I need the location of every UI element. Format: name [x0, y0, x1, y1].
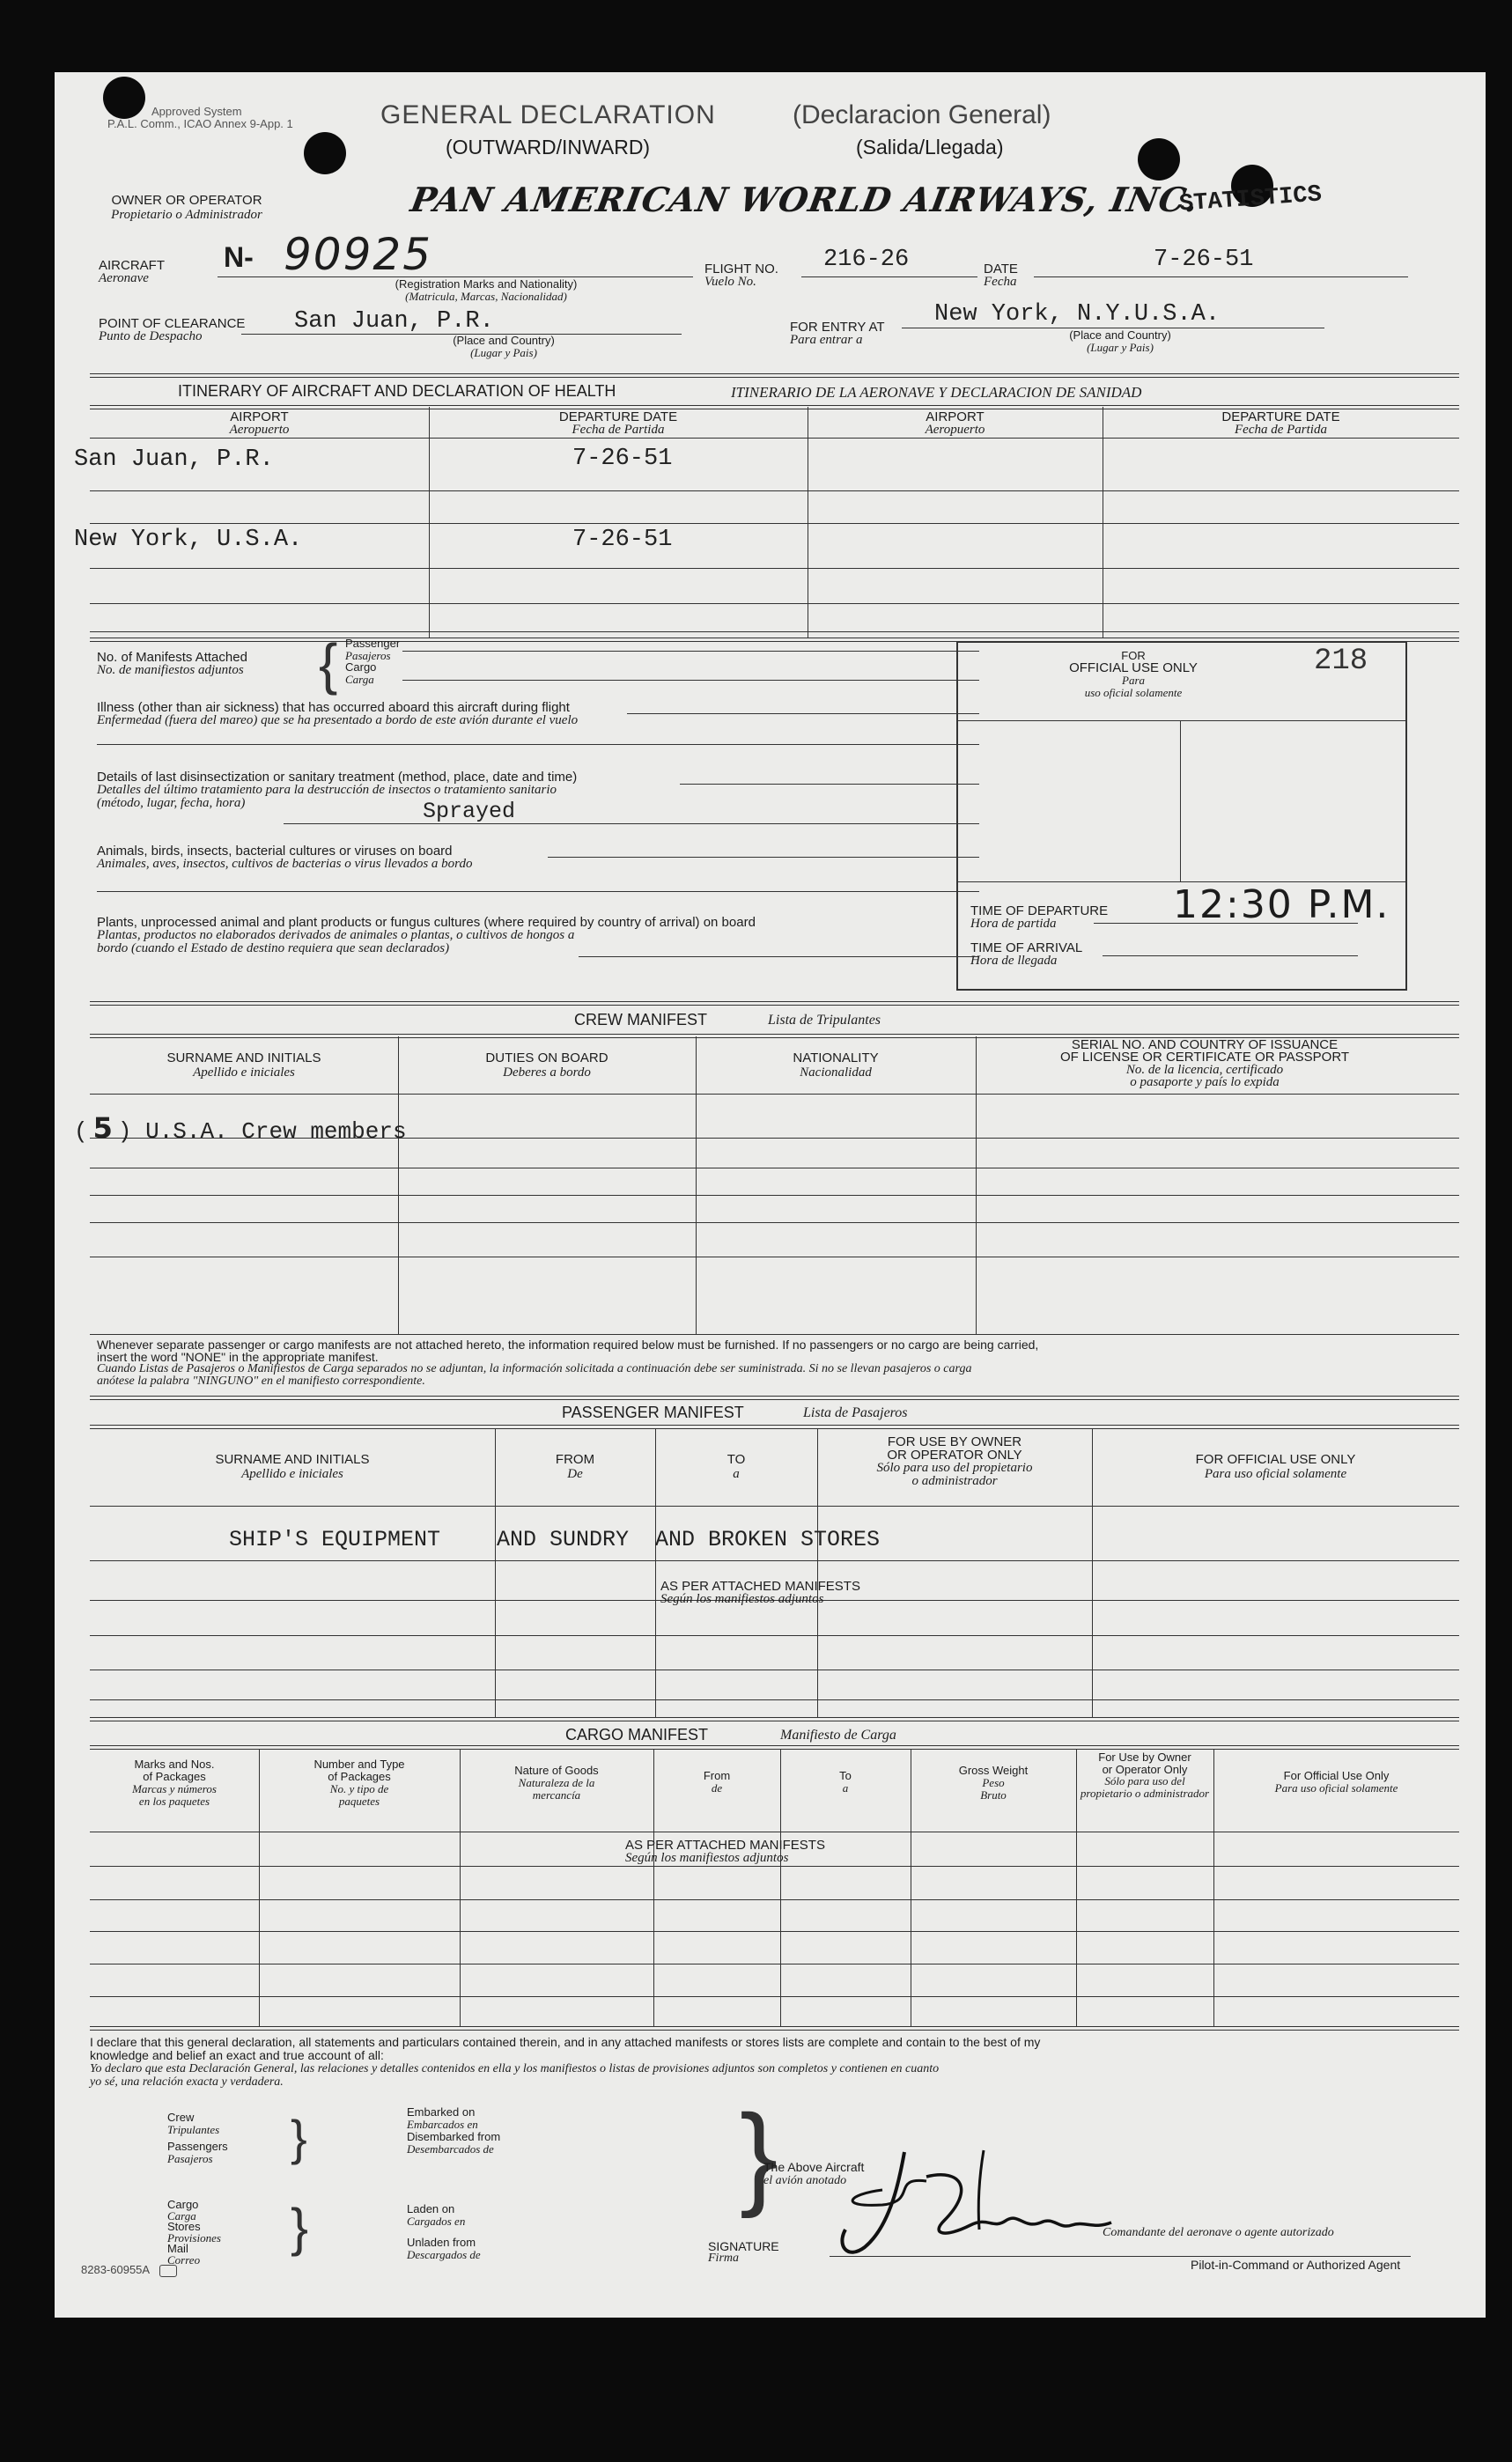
- decl-disembarked: Disembarked from: [407, 2130, 501, 2143]
- type-es: Carga: [345, 672, 374, 686]
- aircraft-note: [319, 278, 653, 303]
- col-en: SURNAME AND INITIALS: [166, 1050, 321, 1065]
- date-line: [1034, 276, 1408, 277]
- passenger-heading-es: Lista de Pasajeros: [803, 1405, 908, 1420]
- flight-label-es: Vuelo No.: [704, 275, 756, 289]
- aircraft-number: 90925: [284, 229, 433, 280]
- pax-col-official: [1092, 1453, 1459, 1481]
- arr-label-en: TIME OF ARRIVAL: [970, 940, 1083, 955]
- owner-value: PAN AMERICAN WORLD AIRWAYS, INC.: [408, 180, 1202, 219]
- decl-en: knowledge and belief an exact and true account of all:: [90, 2048, 384, 2062]
- attached-en: AS PER ATTACHED MANIFESTS: [625, 1838, 825, 1853]
- itin-line: [90, 568, 1459, 569]
- col-es: propietario o administrador: [1080, 1786, 1210, 1800]
- passenger-rule: [90, 1396, 1459, 1400]
- punch-hole: [1138, 138, 1180, 181]
- passenger-rule: [90, 1717, 1459, 1721]
- itinerary-rule: [90, 373, 1459, 378]
- col-es: paquetes: [338, 1795, 380, 1808]
- itin-airport: San Juan, P.R.: [74, 446, 274, 473]
- col-en: of Packages: [328, 1770, 391, 1783]
- signature-line: [830, 2256, 1411, 2257]
- pilot-label-es: Comandante del aeronave o agente autorizado: [1103, 2226, 1334, 2239]
- crew-heading: CREW MANIFEST: [574, 1011, 707, 1028]
- col-en: Nature of Goods: [514, 1764, 599, 1777]
- crew-text: U.S.A. Crew members: [145, 1118, 407, 1145]
- passenger-rule: [90, 1425, 1459, 1429]
- cargo-col-rule: [1213, 1749, 1214, 2026]
- crew-col-duties: [398, 1051, 696, 1080]
- col-es: de: [711, 1781, 723, 1795]
- col-es: mercancía: [532, 1788, 581, 1802]
- clearance-place-note: [416, 335, 592, 359]
- col-en: TO: [726, 1452, 746, 1467]
- itin-col-departure: [429, 411, 808, 436]
- signature-label: [708, 2240, 779, 2265]
- arr-line: [1103, 955, 1358, 956]
- manifests-label-en: No. of Manifests Attached: [97, 650, 247, 665]
- cargo-line: [90, 1931, 1459, 1932]
- dep-label-es: Hora de partida: [970, 917, 1057, 931]
- crew-line: [90, 1334, 1459, 1335]
- decl-pax: Passengers: [167, 2140, 228, 2153]
- crew-col-name: [90, 1051, 398, 1080]
- col-es: Fecha de Partida: [1235, 423, 1327, 437]
- cargo-rule: [90, 1745, 1459, 1750]
- clearance-value: San Juan, P.R.: [294, 308, 494, 335]
- form-number-text: 8283-60955A: [81, 2263, 150, 2276]
- decl-embarked-es: Embarcados en: [407, 2118, 478, 2131]
- form-title-spanish: (Declaracion General): [793, 100, 1051, 129]
- col-en: Gross Weight: [958, 1764, 1029, 1777]
- manifest-types: [345, 638, 400, 685]
- crew-line: [90, 1222, 1459, 1223]
- owner-label-en: OWNER OR OPERATOR: [111, 193, 262, 208]
- pax-col-rule: [1092, 1428, 1093, 1717]
- signature: [830, 2141, 1164, 2282]
- animals-line: [97, 891, 979, 892]
- col-en: FOR OFFICIAL USE ONLY: [1195, 1452, 1356, 1467]
- col-es: Sólo para uso del propietario: [876, 1461, 1033, 1475]
- approved-line: P.A.L. Comm., ICAO Annex 9-App. 1: [107, 117, 293, 130]
- declaration-text: [90, 2036, 1040, 2089]
- attached-es: Según los manifiestos adjuntos: [625, 1851, 789, 1865]
- aircraft-label-en: AIRCRAFT: [99, 258, 165, 273]
- official-for: FOR: [1121, 649, 1146, 662]
- attached-es: Según los manifiestos adjuntos: [660, 1592, 824, 1606]
- official-heading: [1023, 650, 1243, 699]
- sig-label-es: Firma: [708, 2252, 739, 2265]
- pilot-label: Pilot-in-Command or Authorized Agent: [1191, 2258, 1401, 2272]
- form-title: GENERAL DECLARATION: [380, 100, 716, 129]
- cargo-col: [90, 1758, 259, 1808]
- brace-icon: }: [291, 2110, 307, 2165]
- aircraft-label: [99, 259, 165, 285]
- manifests-label: [97, 651, 247, 677]
- col-es: Para uso oficial solamente: [1204, 1467, 1347, 1481]
- cargo-rule: [90, 2026, 1459, 2031]
- sig-label-en: SIGNATURE: [708, 2239, 779, 2253]
- decl-mail: Mail: [167, 2242, 188, 2255]
- official-label: OFFICIAL USE ONLY: [1069, 660, 1198, 675]
- crew-count: 5: [92, 1111, 113, 1145]
- col-en: SURNAME AND INITIALS: [215, 1452, 370, 1467]
- cargo-col-rule: [259, 1749, 260, 2026]
- decl-cargo-es: Carga: [167, 2208, 196, 2222]
- col-es: Aeropuerto: [925, 423, 985, 437]
- crew-rule: [90, 1001, 1459, 1006]
- cargo-col: [911, 1765, 1076, 1802]
- approved-system: [107, 106, 293, 130]
- place-note-en: (Place and Country): [453, 334, 555, 347]
- decl-embark: [407, 2106, 500, 2156]
- cargo-heading: CARGO MANIFEST: [565, 1726, 709, 1743]
- arrival-time-label: [970, 941, 1082, 968]
- col-es: o pasaporte y país lo expida: [1130, 1075, 1280, 1089]
- passenger-heading: PASSENGER MANIFEST: [562, 1404, 744, 1421]
- col-es: o administrador: [911, 1474, 998, 1488]
- plants-line: [579, 956, 979, 957]
- type-en: Passenger: [345, 637, 401, 650]
- attached-en: AS PER ATTACHED MANIFESTS: [660, 1579, 860, 1594]
- decl-unladen-es: Descargados de: [407, 2248, 481, 2261]
- cargo-col: [259, 1758, 460, 1808]
- aircraft-label-es: Aeronave: [99, 271, 149, 285]
- col-es: Fecha de Partida: [572, 423, 665, 437]
- plants-en: Plants, unprocessed animal and plant products or fungus cultures (where required by country of arrival) on board: [97, 915, 756, 930]
- pax-col-name: [90, 1453, 495, 1481]
- departure-time-value: 12:30 P.M.: [1173, 882, 1390, 927]
- col-en: DUTIES ON BOARD: [485, 1050, 608, 1065]
- decl-embarked: Embarked on: [407, 2105, 476, 2119]
- note-es: anótese la palabra "NINGUNO" en el manifiesto correspondiente.: [97, 1375, 425, 1388]
- illness-en: Illness (other than air sickness) that has occurred aboard this aircraft during flight: [97, 700, 570, 715]
- col-es: Sólo para uso del: [1104, 1774, 1185, 1788]
- arr-label-es: Hora de llegada: [970, 954, 1058, 968]
- itin-line: [90, 490, 1459, 491]
- above-es: el avión anotado: [763, 2174, 847, 2187]
- col-en: SERIAL NO. AND COUNTRY OF ISSUANCE: [1071, 1037, 1339, 1052]
- crew-line: [90, 1094, 1459, 1095]
- col-en: From: [703, 1769, 731, 1782]
- aircraft-prefix: N-: [224, 241, 254, 273]
- clearance-label-en: POINT OF CLEARANCE: [99, 316, 246, 331]
- col-es: Naturaleza de la: [518, 1776, 595, 1789]
- itin-line: [90, 523, 1459, 524]
- decl-es: yo sé, una relación exacta y verdadera.: [90, 2075, 284, 2089]
- animals-line: [548, 857, 979, 858]
- dep-label-en: TIME OF DEPARTURE: [970, 903, 1109, 918]
- cargo-line: [90, 1996, 1459, 1997]
- col-es: a: [733, 1467, 740, 1481]
- col-en: FOR USE BY OWNER: [887, 1434, 1022, 1449]
- dep-line: [1094, 923, 1358, 924]
- departure-time-label: [970, 904, 1108, 931]
- decl-en: I declare that this general declaration, all statements and particulars contained therein, and in any attached manifests or stores lists are complete and contain to the best of my: [90, 2035, 1041, 2049]
- date-label: [984, 262, 1018, 289]
- cargo-col: [1076, 1751, 1213, 1799]
- clearance-label-es: Punto de Despacho: [99, 329, 203, 343]
- decl-pax-es: Pasajeros: [167, 2151, 213, 2165]
- col-en: NATIONALITY: [793, 1050, 879, 1065]
- clearance-label: [99, 317, 245, 343]
- animals-en: Animals, birds, insects, bacterial cultures or viruses on board: [97, 844, 453, 859]
- pax-line: [90, 1506, 1459, 1507]
- crew-col-rule: [398, 1036, 399, 1334]
- col-es: Peso: [982, 1776, 1005, 1789]
- itin-line: [90, 631, 1459, 632]
- date-label-es: Fecha: [984, 275, 1017, 289]
- entry-value: New York, N.Y.U.S.A.: [934, 301, 1221, 328]
- col-en: of Packages: [143, 1770, 206, 1783]
- official-label-es: uso oficial solamente: [1084, 686, 1183, 699]
- col-en: FROM: [555, 1452, 595, 1467]
- decl-unladen: Unladen from: [407, 2236, 476, 2249]
- decl-laden-es: Cargados en: [407, 2215, 466, 2228]
- pax-row-1b: AND SUNDRY: [497, 1527, 630, 1552]
- disinsect-value: Sprayed: [423, 799, 516, 824]
- statistics-stamp: STATISTICS: [1178, 181, 1323, 218]
- col-es: Aeropuerto: [229, 423, 290, 437]
- col-es: Deberes a bordo: [503, 1065, 591, 1080]
- form-number: [81, 2263, 177, 2277]
- cargo-line: [90, 1866, 1459, 1867]
- col-es: Para uso oficial solamente: [1274, 1781, 1398, 1795]
- aircraft-note-es: (Matricula, Marcas, Nacionalidad): [405, 290, 567, 303]
- entry-label-en: FOR ENTRY AT: [790, 320, 885, 335]
- note-es: Cuando Listas de Pasajeros o Manifiestos de Carga separados no se adjuntan, la información solicitada a continuación debe ser suministrada. Si no se llevan pasajeros o carga: [97, 1362, 972, 1375]
- cargo-line: [90, 1899, 1459, 1900]
- decl-crew: Crew: [167, 2111, 195, 2124]
- cargo-col: [1213, 1770, 1459, 1795]
- animals-es: Animales, aves, insectos, cultivos de bacterias o virus llevados a bordo: [97, 857, 473, 871]
- col-es: a: [842, 1781, 849, 1795]
- crew-heading-es: Lista de Tripulantes: [768, 1013, 881, 1028]
- itinerary-heading-es: ITINERARIO DE LA AERONAVE Y DECLARACION DE SANIDAD: [731, 384, 1142, 401]
- owner-label: [99, 194, 275, 222]
- col-en: AIRPORT: [926, 409, 985, 424]
- crew-row: ( 5 ) U.S.A. Crew members: [74, 1111, 407, 1145]
- disinsect-line: [284, 823, 979, 824]
- official-number: 218: [1314, 645, 1368, 678]
- punch-hole: [304, 132, 346, 174]
- cargo-heading-es: Manifiesto de Carga: [780, 1728, 896, 1743]
- col-en: OR OPERATOR ONLY: [887, 1448, 1022, 1463]
- form-subtitle-spanish: (Salida/Llegada): [856, 136, 1004, 158]
- owner-label-es: Propietario o Administrador: [111, 208, 262, 222]
- pax-line: [90, 1560, 1459, 1561]
- official-label-es: Para: [1122, 674, 1145, 687]
- pax-attached: [660, 1580, 860, 1606]
- cargo-col-rule: [1076, 1749, 1077, 2026]
- col-en: OF LICENSE OR CERTIFICATE OR PASSPORT: [1059, 1050, 1350, 1065]
- entry-label: [790, 321, 885, 347]
- animals-label: [97, 844, 472, 871]
- entry-place-note: [1032, 329, 1208, 354]
- manifest-note: [97, 1338, 1038, 1388]
- itin-col-departure-2: [1103, 411, 1459, 436]
- col-en: For Official Use Only: [1283, 1769, 1390, 1782]
- pax-line: [90, 1699, 1459, 1700]
- brace-icon: {: [319, 632, 338, 696]
- col-en: To: [839, 1769, 852, 1782]
- decl-disembarked-es: Desembarcados de: [407, 2142, 494, 2156]
- cargo-col-rule: [653, 1749, 654, 2026]
- crew-line: [90, 1195, 1459, 1196]
- col-es: De: [567, 1467, 583, 1481]
- col-en: DEPARTURE DATE: [1221, 409, 1340, 424]
- disinsect-en: Details of last disinsectization or sanitary treatment (method, place, date and time): [97, 770, 578, 785]
- decl-mail-es: Correo: [167, 2252, 201, 2267]
- form-subtitle: (OUTWARD/INWARD): [446, 136, 651, 158]
- pax-line: [90, 1635, 1459, 1636]
- cargo-col-rule: [460, 1749, 461, 2026]
- pax-col-to: [655, 1453, 817, 1481]
- flight-number: 216-26: [823, 247, 910, 273]
- manifest-line: [402, 680, 979, 681]
- cargo-col: [653, 1770, 780, 1795]
- illness-line: [97, 744, 979, 745]
- illness-es: Enfermedad (fuera del mareo) que se ha presentado a bordo de este avión durante el vuelo: [97, 713, 579, 727]
- itin-col-airport: [90, 411, 429, 436]
- cargo-col-rule: [780, 1749, 781, 2026]
- decl-laden: [407, 2203, 481, 2261]
- type-es: Pasajeros: [345, 648, 391, 662]
- itin-col-airport-2: [808, 411, 1103, 436]
- col-es: Apellido e iniciales: [193, 1065, 295, 1080]
- disinsect-es: Detalles del último tratamiento para la destrucción de insectos o tratamiento sanitario: [97, 783, 557, 797]
- cargo-col: [780, 1770, 911, 1795]
- entry-label-es: Para entrar a: [790, 333, 863, 347]
- plants-es: Plantas, productos no elaborados derivados de animales o plantas, o cultivos de hongos a: [97, 928, 575, 942]
- pax-row-1c: AND BROKEN STORES: [655, 1527, 881, 1552]
- illness-label: [97, 701, 578, 727]
- place-note-es: (Lugar y Pais): [1087, 341, 1154, 354]
- crew-col-nationality: [696, 1051, 976, 1080]
- col-en: For Use by Owner: [1098, 1751, 1191, 1764]
- flight-label: [704, 262, 778, 289]
- above-en: The Above Aircraft: [763, 2160, 865, 2174]
- flight-line: [801, 276, 977, 277]
- disinsect-line: [680, 784, 979, 785]
- note-en: insert the word "NONE" in the appropriate manifest.: [97, 1350, 379, 1364]
- itin-airport: New York, U.S.A.: [74, 527, 303, 553]
- col-es: Nacionalidad: [800, 1065, 872, 1080]
- itinerary-heading: ITINERARY OF AIRCRAFT AND DECLARATION OF HEALTH: [178, 382, 616, 400]
- official-rule: [1180, 720, 1181, 881]
- decl-laden: Laden on: [407, 2202, 455, 2215]
- pax-col-rule: [495, 1428, 496, 1717]
- union-bug-icon: [159, 2265, 177, 2277]
- date-label-en: DATE: [984, 262, 1018, 276]
- crew-col-rule: [696, 1036, 697, 1334]
- pax-col-rule: [655, 1428, 656, 1717]
- official-rule: [956, 720, 1405, 721]
- col-es: Marcas y números: [132, 1782, 217, 1795]
- approved-line: Approved System: [151, 105, 242, 118]
- itin-date: 7-26-51: [572, 527, 673, 553]
- declaration-form: [55, 72, 1486, 2318]
- disinsect-es: (método, lugar, fecha, hora): [97, 796, 246, 810]
- crew-col-serial: [976, 1039, 1434, 1088]
- manifests-label-es: No. de manifiestos adjuntos: [97, 663, 244, 677]
- decl-cargo: Cargo: [167, 2198, 199, 2211]
- brace-icon: }: [291, 2198, 309, 2257]
- col-en: or Operator Only: [1102, 1762, 1188, 1776]
- crew-col-rule: [976, 1036, 977, 1334]
- cargo-attached: [625, 1839, 825, 1865]
- col-en: DEPARTURE DATE: [558, 409, 678, 424]
- illness-line: [627, 713, 979, 714]
- cargo-col: [460, 1765, 653, 1802]
- plants-es: bordo (cuando el Estado de destino requiera que sean declarados): [97, 941, 450, 955]
- itin-col-rule: [429, 407, 430, 638]
- pax-col-rule: [817, 1428, 818, 1717]
- type-en: Cargo: [345, 660, 377, 674]
- flight-label-en: FLIGHT NO.: [704, 262, 778, 276]
- place-note-es: (Lugar y Pais): [470, 346, 537, 359]
- manifest-line: [402, 651, 979, 652]
- decl-people: [167, 2112, 228, 2164]
- aircraft-note-en: (Registration Marks and Nationality): [395, 277, 578, 291]
- itin-date: 7-26-51: [572, 446, 673, 472]
- pax-col-from: [495, 1453, 655, 1481]
- decl-goods: [167, 2200, 221, 2266]
- place-note-en: (Place and Country): [1069, 328, 1171, 342]
- col-es: Bruto: [980, 1788, 1007, 1802]
- note-en: Whenever separate passenger or cargo manifests are not attached hereto, the information required below must be furnished. If no passengers or no cargo are being carried,: [97, 1338, 1039, 1352]
- col-es: Apellido e iniciales: [241, 1467, 343, 1481]
- decl-stores-es: Provisiones: [167, 2230, 221, 2245]
- col-es: en los paquetes: [138, 1795, 210, 1808]
- col-en: Number and Type: [313, 1758, 405, 1771]
- decl-crew-es: Tripulantes: [167, 2122, 220, 2136]
- itin-line: [90, 603, 1459, 604]
- col-en: Marks and Nos.: [134, 1758, 215, 1771]
- decl-stores: Stores: [167, 2220, 201, 2233]
- col-en: AIRPORT: [230, 409, 289, 424]
- itin-line: [90, 438, 1459, 439]
- plants-label: [97, 916, 756, 955]
- col-es: No. de la licencia, certificado: [1125, 1063, 1284, 1077]
- col-es: No. y tipo de: [329, 1782, 389, 1795]
- pax-col-owner: [817, 1435, 1092, 1488]
- pax-row-1a: SHIP'S EQUIPMENT: [229, 1527, 441, 1552]
- brace-icon: }: [740, 2090, 778, 2219]
- decl-es: Yo declaro que esta Declaración General, las relaciones y detalles contenidos en ella y los manifiestos o listas de provisiones adjuntos son completos y contienen en cuanto: [90, 2062, 940, 2075]
- date-value: 7-26-51: [1154, 247, 1254, 273]
